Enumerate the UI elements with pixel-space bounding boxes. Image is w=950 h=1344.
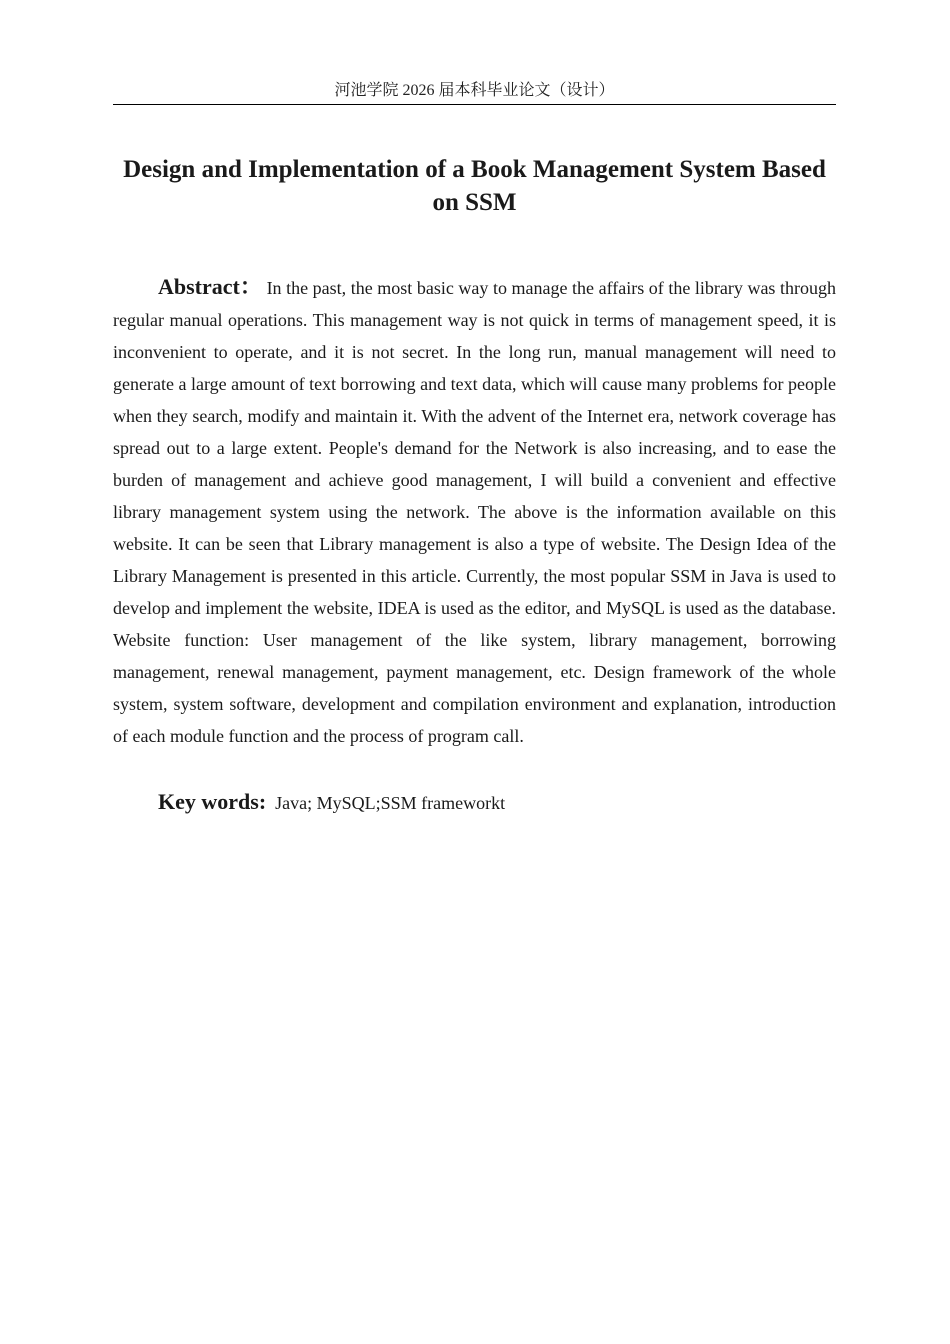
abstract-text: In the past, the most basic way to manage the affairs of the library was through regular manual operations. This management way is not quick in terms of management speed, it is inconvenient to operate, and it is not secret. In the long run, manual management will need to generate a large amount of text borrowing and text data, which will cause many problems for people when they search, modify and maintain it. With the advent of the Internet era, network coverage has spread out to a large extent. People's demand for the Network is also increasing, and to ease the burden of management and achieve good management, I will build a convenient and effective library management system using the network. The above is the information available on this website. It can be seen that Library management is also a type of website. The Design Idea of the Library Management is presented in this article. Currently, the most popular SSM in Java is used to develop and implement the website, IDEA is used as the editor, and MySQL is used as the database. Website function: User management of the like system, library management, borrowing management, renewal management, payment management, etc. Design framework of the whole system, system software, development and compilation environment and explanation, introduction of each module function and the process of program call. (113, 278, 836, 746)
abstract-label: Abstract： (158, 274, 262, 299)
header-rule (113, 104, 836, 105)
keywords-label: Key words: (158, 789, 267, 814)
running-header: 河池学院 2026 届本科毕业论文（设计） (334, 82, 615, 99)
keywords-text: Java; MySQL;SSM frameworkt (275, 793, 506, 813)
paper-title: Design and Implementation of a Book Management System Based on SSM (123, 156, 826, 216)
keywords-paragraph (113, 786, 836, 819)
abstract-paragraph (113, 271, 836, 752)
